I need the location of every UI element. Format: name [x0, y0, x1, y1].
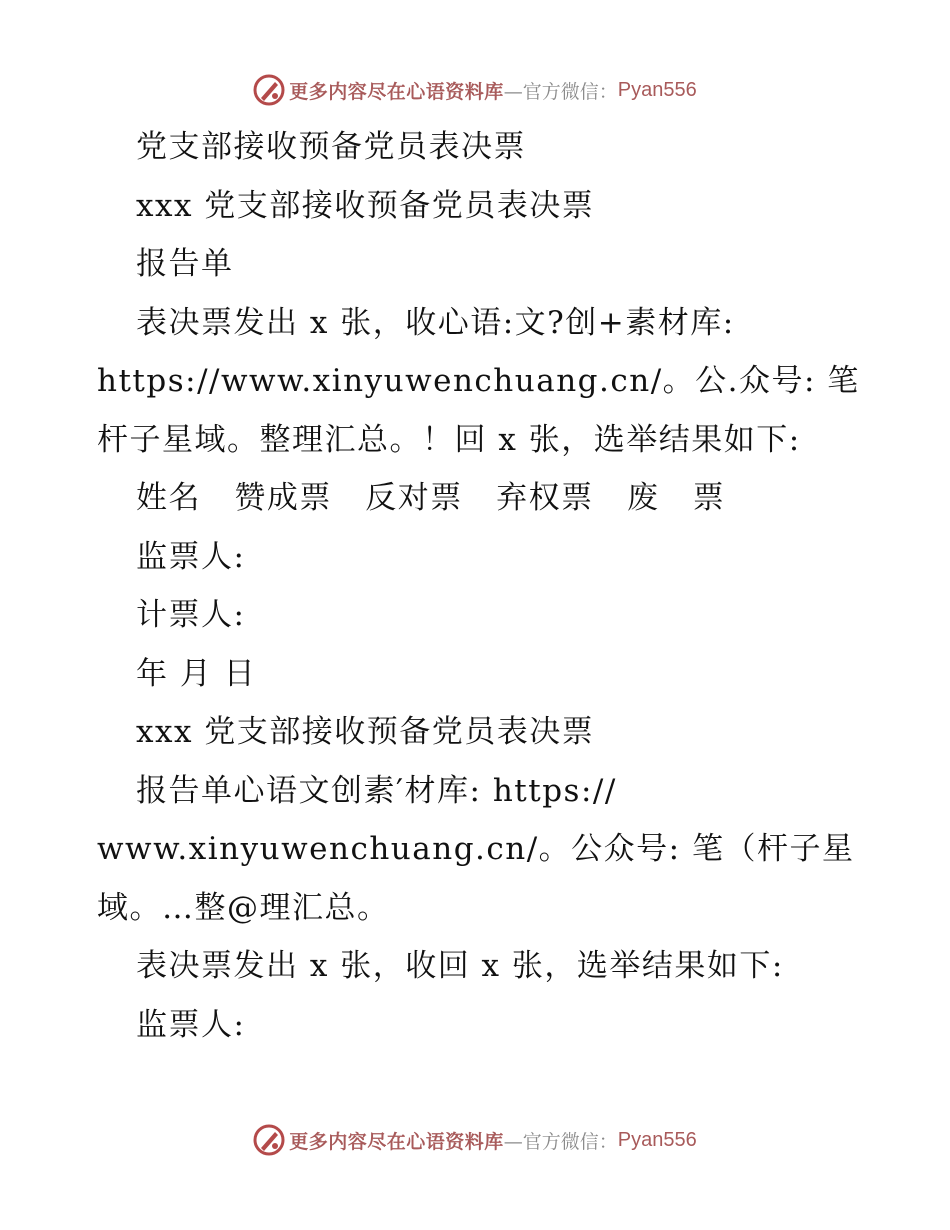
doc-line: 计票人: [136, 597, 246, 633]
doc-line: 域。…整@理汇总。 [97, 889, 390, 926]
quill-logo-icon [253, 1124, 285, 1156]
col-invalid-a: 废 [626, 480, 660, 516]
banner-separator: —官方微信： [503, 1130, 618, 1153]
doc-line: 监票人: [136, 538, 246, 575]
banner-title: 更多内容尽在心语资料库 [289, 1130, 504, 1153]
doc-line: xxx 党支部接收预备党员表决票 [136, 714, 595, 750]
doc-line: 报告单心语文创素′材库: https:// [136, 772, 617, 809]
col-approve: 赞成票 [234, 480, 332, 516]
doc-line: 年 月 日 [136, 655, 257, 692]
footer-banner [0, 1120, 950, 1160]
doc-line: https://www.xinyuwenchuang.cn/。公.众号: 笔 [97, 363, 860, 399]
doc-line: 监票人: [136, 1006, 246, 1043]
quill-logo-icon [253, 74, 285, 106]
banner-wechat-id: Pyan556 [617, 1128, 697, 1151]
banner-wechat-id: Pyan556 [617, 78, 697, 101]
doc-line: 党支部接收预备党员表决票 [136, 129, 526, 165]
col-abstain: 弃权票 [496, 480, 594, 516]
banner-title: 更多内容尽在心语资料库 [289, 80, 504, 103]
banner-separator: —官方微信： [503, 80, 618, 103]
doc-line: 表决票发出 x 张，收回 x 张，选举结果如下: [136, 948, 784, 984]
doc-line: 表决票发出 x 张，收心语:文?创+素材库: [136, 304, 735, 341]
doc-line: 杆子星域。整理汇总。！回 x 张，选举结果如下: [97, 421, 801, 458]
vote-table-header [97, 469, 837, 528]
col-name: 姓名 [136, 480, 201, 516]
document-body [97, 118, 860, 1054]
doc-line: xxx 党支部接收预备党员表决票 [136, 187, 595, 224]
col-oppose: 反对票 [365, 480, 463, 516]
doc-line: 报告单 [136, 246, 234, 282]
col-invalid-b: 票 [692, 480, 726, 516]
doc-line: www.xinyuwenchuang.cn/。公众号: 笔（杆子星 [97, 831, 855, 867]
header-banner [0, 70, 950, 110]
